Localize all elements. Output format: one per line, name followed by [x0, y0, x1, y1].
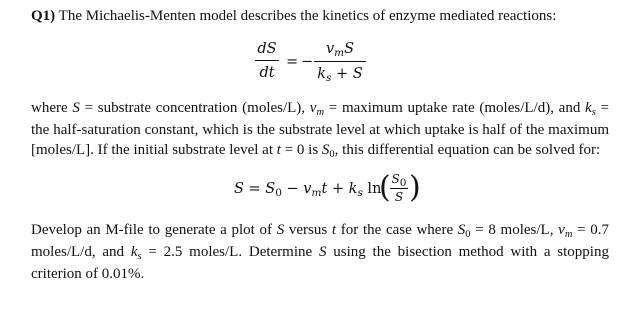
log-fraction	[390, 172, 408, 204]
derivative-denominator: dt	[259, 65, 275, 81]
left-paren: (	[379, 170, 391, 205]
fraction-bar	[255, 60, 279, 61]
derivative-fraction	[255, 40, 279, 82]
rate-fraction	[314, 40, 366, 84]
log-denominator: S	[394, 190, 404, 204]
task-paragraph: Develop an M-file to generate a plot of S versus t for the case where $S_0 = 8$ moles/L, $v_m = 0.7$ moles/L/d, and $k_s = 2.5$ moles/L. Determine S using the bisection method with a stopping criterion of 0.01%.	[31, 222, 609, 282]
fraction-bar	[314, 61, 366, 62]
question-intro-text: The Michaelis-Menten model describes the kinetics of enzyme mediated reactions:	[58, 8, 557, 24]
question-intro	[31, 6, 609, 26]
rate-denominator: $k_s + S$	[317, 66, 363, 84]
log-numerator: S0	[391, 172, 407, 189]
definitions-paragraph: where S = substrate concentration (moles/L), $v_m$ = maximum uptake rate (moles/L/d), and $k_s$ = the half-saturation constant, which is the substrate level at which uptake is half of the maximum [moles/L]. If the initial substrate level at t = 0 is $S_0$, this differential equation can be solved for:	[31, 100, 609, 160]
derivative-numerator: dS	[257, 41, 277, 57]
solution-lhs: $S = S_0 - v_mt + k_s$ ln	[234, 181, 382, 199]
minus-sign: −	[301, 54, 314, 70]
equals-sign: =	[286, 54, 299, 70]
rate-numerator: $v_mS$	[325, 41, 355, 59]
right-paren: )	[409, 170, 421, 205]
question-label: Q1)	[31, 8, 56, 24]
